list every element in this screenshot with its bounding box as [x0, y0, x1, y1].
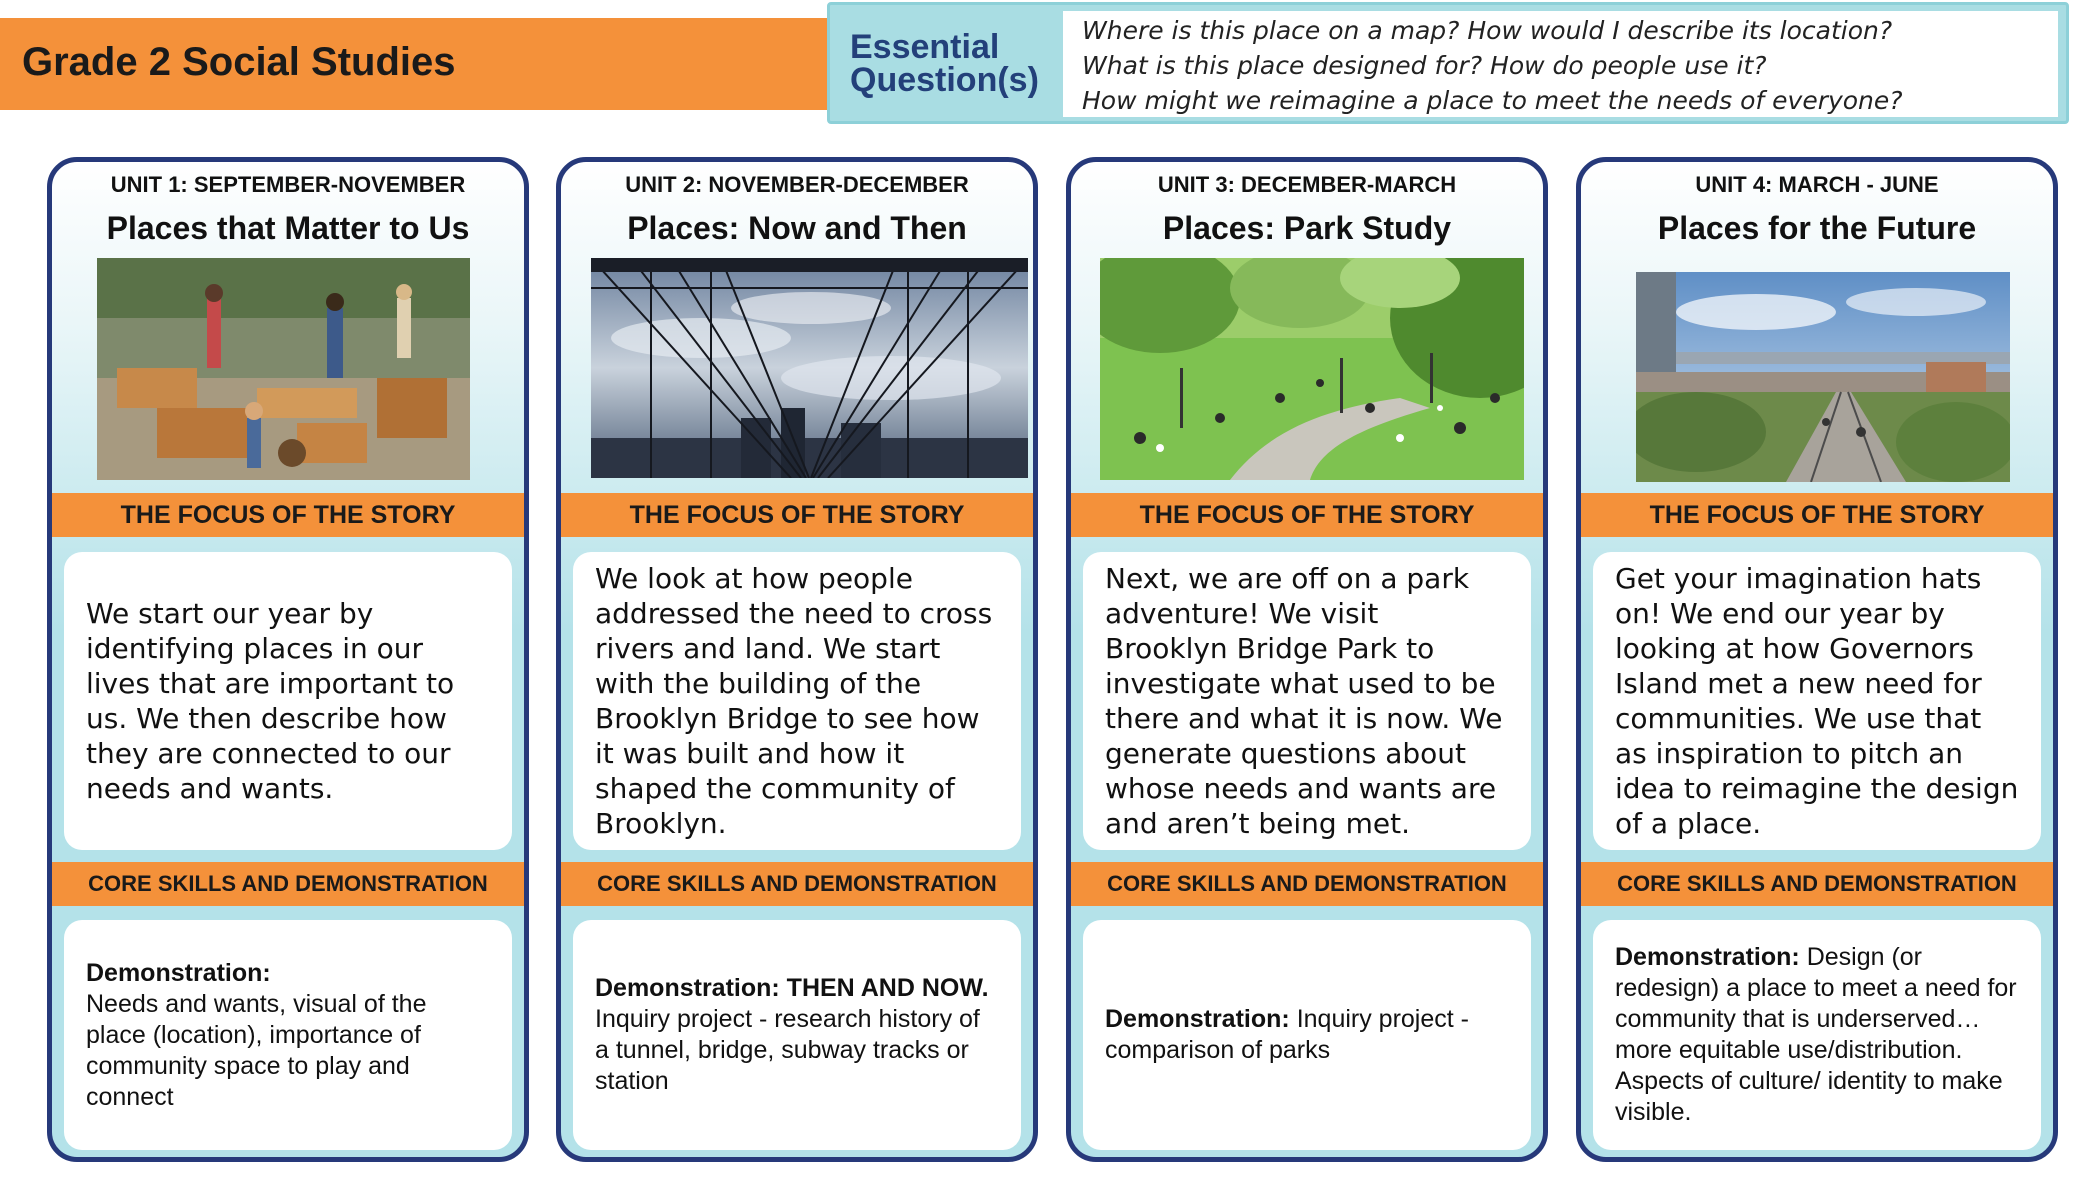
- unit-card-4: [1576, 157, 2058, 1162]
- story-box: [1593, 552, 2041, 850]
- demonstration-description: Inquiry project - comparison of parks: [1105, 1005, 1469, 1064]
- demonstration-description: Inquiry project - research history of a tunnel, bridge, subway tracks or station: [595, 1005, 980, 1095]
- demonstration-text: [86, 958, 490, 1113]
- unit-label: UNIT 3: DECEMBER-MARCH: [1157, 172, 1457, 197]
- core-skills-bar: CORE SKILLS AND DEMONSTRATION: [1071, 862, 1543, 906]
- demonstration-label: Demonstration:: [1105, 1005, 1290, 1033]
- essential-label-line1: Essential: [850, 28, 1000, 66]
- demonstration-label: Demonstration: THEN AND NOW.: [595, 974, 989, 1002]
- demonstration-box: [1083, 920, 1531, 1150]
- demonstration-box: [64, 920, 512, 1150]
- unit-title: Places that Matter to Us: [106, 210, 470, 246]
- unit-title: Places: Park Study: [1162, 210, 1452, 246]
- unit-card-2: [556, 157, 1038, 1162]
- demonstration-label: Demonstration:: [86, 958, 271, 987]
- core-skills-bar: CORE SKILLS AND DEMONSTRATION: [1581, 862, 2053, 906]
- essential-label-line2: Question(s): [850, 61, 1039, 99]
- story-text: Get your imagination hats on! We end our year by looking at how Governors Island met a new need for communities. We use that as inspiration to pitch an idea to reimagine the design of a place.: [1615, 562, 2019, 840]
- demonstration-description: Needs and wants, visual of the place (location), importance of community space to play and connect: [86, 989, 427, 1111]
- unit-photo-playground: [97, 258, 470, 480]
- unit-label: UNIT 1: SEPTEMBER-NOVEMBER: [110, 172, 466, 197]
- title-banner: [0, 18, 860, 110]
- story-text: We start our year by identifying places in our lives that are important to us. We then describe how they are connected to our needs and wants.: [86, 597, 455, 805]
- focus-section-bar: THE FOCUS OF THE STORY: [1581, 493, 2053, 537]
- essential-questions-box: [827, 2, 2069, 124]
- focus-section-bar: THE FOCUS OF THE STORY: [561, 493, 1033, 537]
- story-box: [64, 552, 512, 850]
- focus-section-bar: THE FOCUS OF THE STORY: [52, 493, 524, 537]
- unit-photo-bridge: [591, 258, 1028, 478]
- demonstration-text: [1615, 942, 2019, 1128]
- demonstration-description: Design (or redesign) a place to meet a need for community that is underserved… more equitable use/distribution. Aspects of culture/ identity to make visible.: [1615, 943, 2017, 1126]
- unit-label: UNIT 4: MARCH - JUNE: [1695, 172, 1939, 197]
- unit-title: Places for the Future: [1657, 210, 1977, 246]
- demonstration-box: [573, 920, 1021, 1150]
- unit-card-3: [1066, 157, 1548, 1162]
- essential-question-3: How might we reimagine a place to meet the needs of everyone?: [1082, 86, 1903, 115]
- essential-question-1: Where is this place on a map? How would I describe its location?: [1082, 16, 1893, 45]
- unit-label: UNIT 2: NOVEMBER-DECEMBER: [625, 172, 969, 197]
- demonstration-text: [1105, 1004, 1509, 1066]
- demonstration-box: [1593, 920, 2041, 1150]
- unit-photo-elevated-park: [1636, 272, 2010, 482]
- demonstration-text: [595, 973, 999, 1097]
- page-title: Grade 2 Social Studies: [22, 40, 456, 84]
- essential-questions-label: [850, 28, 1039, 99]
- demonstration-label: Demonstration:: [1615, 943, 1800, 971]
- unit-title: Places: Now and Then: [627, 210, 967, 246]
- story-text: We look at how people addressed the need to cross rivers and land. We start with the building of the Brooklyn Bridge to see how it was built and how it shaped the community of Brooklyn.: [595, 562, 993, 840]
- unit-card-1: [47, 157, 529, 1162]
- focus-section-bar: THE FOCUS OF THE STORY: [1071, 493, 1543, 537]
- core-skills-bar: CORE SKILLS AND DEMONSTRATION: [561, 862, 1033, 906]
- unit-photo-park: [1100, 258, 1524, 480]
- story-text: Next, we are off on a park adventure! We visit Brooklyn Bridge Park to investigate what used to be there and what it is now. We generate questions about whose needs and wants are and aren’t being met.: [1105, 562, 1503, 840]
- essential-question-2: What is this place designed for? How do people use it?: [1082, 51, 1767, 80]
- story-box: [573, 552, 1021, 850]
- core-skills-bar: CORE SKILLS AND DEMONSTRATION: [52, 862, 524, 906]
- story-box: [1083, 552, 1531, 850]
